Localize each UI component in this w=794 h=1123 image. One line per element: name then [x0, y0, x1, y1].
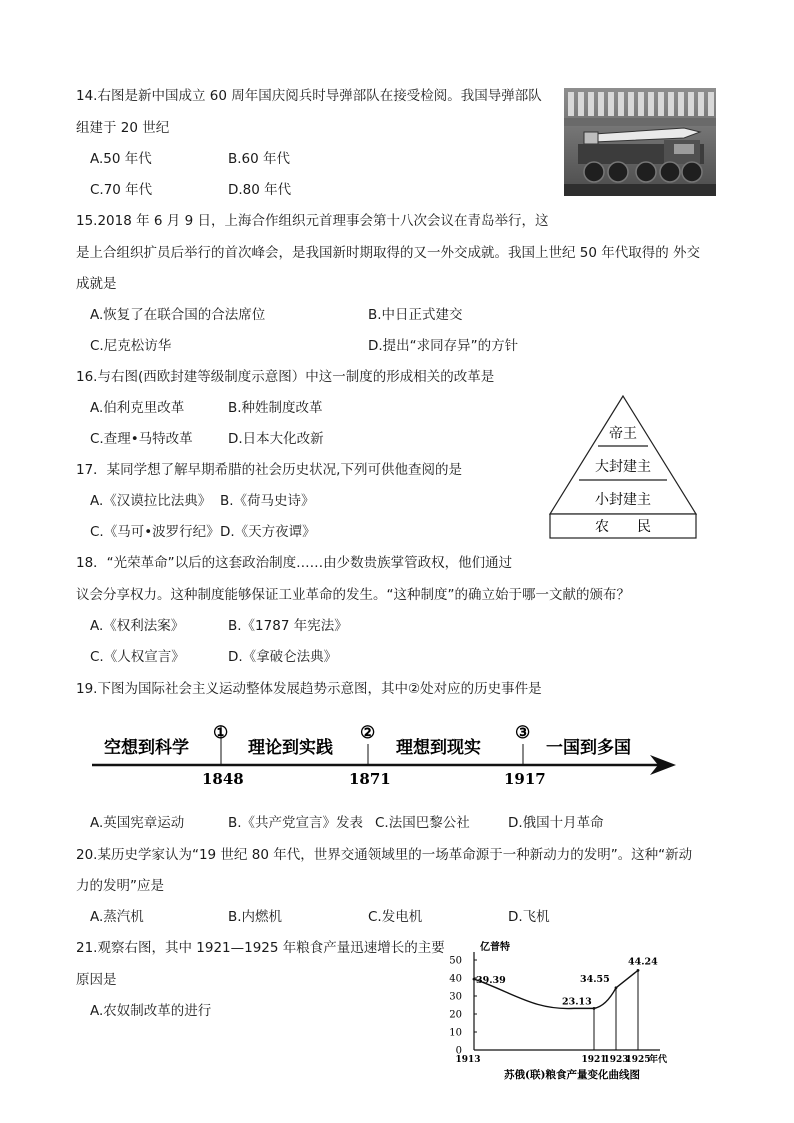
pyramid-level-lesser-lords: 小封建主 [595, 492, 651, 508]
socialism-timeline [90, 716, 682, 788]
q14-option-a: A.50 年代 [90, 151, 152, 167]
q16-stem: 16.与右图(西欧封建等级制度示意图）中这一制度的形成相关的改革是 [76, 369, 495, 385]
timeline-marker-3: ③ [515, 723, 531, 743]
chart-y-tick-label: 50 [449, 955, 462, 967]
q19-option-c: C.法国巴黎公社 [375, 815, 470, 831]
q14-option-b: B.60 年代 [228, 151, 291, 167]
chart-x-tick-label: 1923 [603, 1055, 629, 1065]
chart-y-tick-label: 30 [449, 991, 462, 1003]
feudal-hierarchy-pyramid [546, 392, 700, 542]
q19-stem: 19.下图为国际社会主义运动整体发展趋势示意图，其中②处对应的历史事件是 [76, 681, 542, 697]
chart-y-tick-label: 40 [449, 973, 462, 985]
chart-data-point [615, 986, 618, 989]
q15-option-c: C.尼克松访华 [90, 338, 172, 354]
chart-data-label: 39.39 [476, 975, 506, 987]
timeline-marker-2: ② [360, 723, 376, 743]
chart-x-label: 年代 [649, 1055, 668, 1065]
q17-stem: 17．某同学想了解早期希腊的社会历史状况,下列可供他查阅的是 [76, 462, 462, 478]
chart-y-tick-label: 20 [449, 1009, 462, 1021]
q18-option-b: B.《1787 年宪法》 [228, 618, 348, 634]
q14-option-c: C.70 年代 [90, 182, 153, 198]
q14-stem-line1: 14.右图是新中国成立 60 周年国庆阅兵时导弹部队在接受检阅。我国导弹部队 [76, 88, 542, 104]
q15-stem-line3: 成就是 [76, 276, 117, 292]
pyramid-level-peasants: 农 民 [595, 519, 651, 535]
q17-option-d: D.《天方夜谭》 [220, 524, 316, 540]
chart-data-label: 23.13 [562, 996, 592, 1008]
chart-x-tick-label: 1925 [625, 1055, 651, 1065]
chart-y-label: 亿普特 [480, 942, 510, 953]
q16-option-a: A.伯利克里改革 [90, 400, 185, 416]
q17-option-a: A.《汉谟拉比法典》 [90, 493, 212, 509]
q17-option-b: B.《荷马史诗》 [220, 493, 315, 509]
q20-option-b: B.内燃机 [228, 909, 283, 925]
pyramid-level-great-lords: 大封建主 [595, 459, 651, 475]
q20-option-a: A.蒸汽机 [90, 909, 144, 925]
q18-option-a: A.《权利法案》 [90, 618, 185, 634]
q18-stem-line2: 议会分享权力。这种制度能够保证工业革命的发生。“这种制度”的确立始于哪一文献的颁布？ [76, 587, 630, 603]
timeline-year-1848: 1848 [202, 770, 244, 788]
timeline-year-1871: 1871 [349, 770, 391, 788]
q14-stem-line2: 组建于 20 世纪 [76, 120, 170, 136]
q15-stem-line1: 15.2018 年 6 月 9 日，上海合作组织元首理事会第十八次会议在青岛举行，这 [76, 213, 549, 229]
q15-stem-line2: 是上合组织扩员后举行的首次峰会，是我国新时期取得的又一外交成就。我国上世纪 50 年代取得的 外交 [76, 245, 701, 261]
q16-option-b: B.种姓制度改革 [228, 400, 323, 416]
q20-stem-line2: 力的发明”应是 [76, 878, 164, 894]
timeline-segment-3: 理想到现实 [396, 738, 481, 758]
q19-option-d: D.俄国十月革命 [508, 815, 604, 831]
q18-option-c: C.《人权宣言》 [90, 649, 185, 665]
chart-x-tick-label: 1913 [455, 1055, 481, 1065]
q15-option-a: A.恢复了在联合国的合法席位 [90, 307, 266, 323]
chart-x-tick-label: 1921 [581, 1055, 607, 1065]
chart-data-label: 34.55 [580, 973, 610, 985]
q17-option-c: C.《马可•波罗行纪》 [90, 524, 220, 540]
q21-stem-line1: 21.观察右图，其中 1921—1925 年粮食产量迅速增长的主要 [76, 940, 445, 956]
timeline-segment-2: 理论到实践 [248, 738, 333, 758]
grain-production-chart [446, 938, 686, 1088]
chart-data-point [593, 1007, 596, 1010]
q20-option-c: C.发电机 [368, 909, 423, 925]
chart-data-point [473, 978, 476, 981]
chart-y-tick-label: 10 [449, 1027, 462, 1039]
q20-stem-line1: 20.某历史学家认为“19 世纪 80 年代，世界交通领域里的一场革命源于一种新动力的发明”。这种“新动 [76, 847, 693, 863]
q18-option-d: D.《拿破仑法典》 [228, 649, 338, 665]
q18-stem-line1: 18．“光荣革命”以后的这套政治制度……由少数贵族掌管政权，他们通过 [76, 555, 513, 571]
q19-option-b: B.《共产党宣言》发表 [228, 815, 364, 831]
timeline-segment-1: 空想到科学 [104, 738, 189, 758]
q16-option-c: C.查理•马特改革 [90, 431, 193, 447]
q15-option-b: B.中日正式建交 [368, 307, 463, 323]
q19-option-a: A.英国宪章运动 [90, 815, 185, 831]
timeline-year-1917: 1917 [504, 770, 546, 788]
q14-option-d: D.80 年代 [228, 182, 292, 198]
q21-stem-line2: 原因是 [76, 972, 117, 988]
chart-title: 苏俄(联)粮食产量变化曲线图 [504, 1069, 640, 1081]
q20-option-d: D.飞机 [508, 909, 550, 925]
timeline-marker-1: ① [213, 723, 229, 743]
pyramid-level-king: 帝王 [609, 426, 637, 442]
timeline-segment-4: 一国到多国 [546, 738, 631, 758]
chart-data-point [637, 969, 640, 972]
chart-y-tick-label: 0 [455, 1045, 462, 1057]
q21-option-a: A.农奴制改革的进行 [90, 1003, 212, 1019]
chart-data-label: 44.24 [628, 956, 658, 968]
q16-option-d: D.日本大化改新 [228, 431, 324, 447]
q15-option-d: D.提出“求同存异”的方针 [368, 338, 519, 354]
missile-parade-photo [564, 88, 716, 196]
